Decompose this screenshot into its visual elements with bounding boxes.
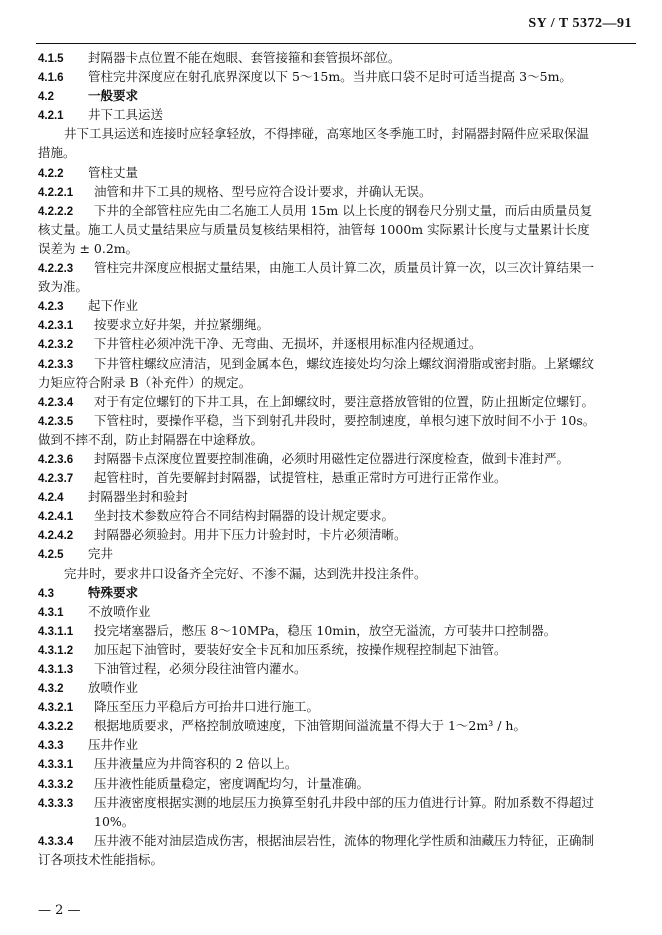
text-line [38,375,636,394]
clause-text: 完井 [88,546,114,562]
text-line [38,604,636,623]
clause-number: 4.3.1.2 [38,644,74,657]
clause-text: 封隔器坐封和验封 [88,489,189,505]
clause-text: 不放喷作业 [88,603,151,619]
text-line [38,814,636,833]
clause-text: 致为准。 [38,279,89,295]
text-line [38,107,636,126]
clause-number: 4.2.4.2 [38,530,74,543]
text-line [38,737,636,756]
clause-number: 4.2.3.7 [38,473,74,486]
clause-text: 放喷作业 [88,680,139,696]
clause-number: 4.3.3.2 [38,778,74,791]
text-line [38,566,636,585]
clause-number: 4.3.3.1 [38,759,74,772]
text-line [38,776,636,795]
clause-number: 4.2.2.3 [38,263,74,276]
clause-text: 压井液密度根据实测的地层压力换算至射孔井段中部的压力值进行计算。附加系数不得超过 [94,794,595,810]
clause-text: 下井管柱螺纹应清洁，见到金属本色，螺纹连接处均匀涂上螺纹润滑脂或密封脂。上紧螺纹 [94,355,595,371]
text-line [38,317,636,336]
clause-number: 4.2.3 [38,301,64,314]
clause-text: 起管柱时，首先要解封封隔器，试提管柱，悬重正常时方可进行正常作业。 [94,470,507,486]
clause-text: 压井液量应为井筒容积的 2 倍以上。 [94,756,298,772]
text-line [38,489,636,508]
clause-text: 对于有定位螺钉的下井工具，在上卸螺纹时，要注意搭放管钳的位置，防止扭断定位螺钉。 [94,393,595,409]
clause-number: 4.3.1.3 [38,664,74,676]
clause-number: 4.3.3.4 [38,835,74,848]
clause-number: 4.3.2 [38,683,64,696]
clause-text: 误差为 ± 0.2m。 [38,240,139,256]
clause-number: 4.2 [38,91,54,104]
text-line [38,546,636,565]
clause-number: 4.3.1 [38,606,64,619]
clause-text: 加压起下油管时，要装好安全卡瓦和加压系统，按操作规程控制起下油管。 [94,641,507,657]
text-line [38,336,636,355]
text-line [38,451,636,470]
header-rule [36,43,636,44]
clause-text: 订各项技术性能指标。 [38,851,164,867]
clause-text: 10%。 [94,813,135,829]
text-line [38,527,636,546]
clause-text: 管柱丈量 [88,164,139,180]
text-line [38,241,636,260]
clause-number: 4.2.5 [38,549,64,562]
text-line [38,413,636,432]
text-line [38,126,636,145]
clause-number: 4.2.3.6 [38,453,74,466]
text-line [38,203,636,222]
text-line [38,165,636,184]
text-line [38,508,636,527]
clause-text: 下油管过程，必须分段往油管内灌水。 [94,661,307,676]
clause-number: 4.2.4 [38,492,64,505]
text-line [38,623,636,642]
clause-text: 措施。 [38,145,76,161]
text-line [38,69,636,88]
page-number: — 2 — [38,903,81,918]
text-line [38,432,636,451]
clause-number: 4.2.4.1 [38,511,74,524]
clause-text: 封隔器必须验封。用井下压力计验封时，卡片必须清晰。 [94,527,407,543]
text-line [38,642,636,661]
clause-text: 下管柱时，要操作平稳，当下到射孔井段时，要控制速度，单根匀速下放时间不小于 10s。 [94,412,596,428]
clause-text: 特殊要求 [88,584,139,600]
clause-text: 做到不摔不刮，防止封隔器在中途释放。 [38,431,264,447]
clause-number: 4.3.3.3 [38,797,74,810]
clause-text: 完井时，要求井口设备齐全完好、不渗不漏，达到洗井投注条件。 [64,565,427,581]
clause-number: 4.3.2.2 [38,721,74,734]
clause-text: 管柱完井深度应根据丈量结果，由施工人员计算二次，质量员计算一次，以三次计算结果一 [94,260,595,276]
clause-number: 4.2.1 [38,110,64,123]
clause-number: 4.3.1.1 [38,625,74,638]
document-body [38,50,636,871]
clause-text: 核丈量。施工人员丈量结果应与质量员复核结果相符，油管每 1000m 实际累计长度与丈量累计长度 [38,221,590,237]
clause-text: 井下工具运送 [88,107,164,123]
clause-text: 降压至压力平稳后方可抬井口进行施工。 [94,699,320,715]
standard-code: SY / T 5372—91 [528,16,632,31]
text-line [38,833,636,852]
clause-text: 压井液性能质量稳定，密度调配均匀，计量准确。 [94,775,370,791]
clause-number: 4.2.2.1 [38,186,74,199]
text-line [38,88,636,107]
clause-text: 坐封技术参数应符合不同结构封隔器的设计规定要求。 [94,508,395,524]
clause-number: 4.1.6 [38,72,64,85]
clause-text: 投完堵塞器后，憋压 8～10MPa，稳压 10min，放空无溢流，方可装井口控制器。 [94,622,557,638]
clause-text: 根据地质要求，严格控制放喷速度，下油管期间溢流量不得大于 1～2m³ / h。 [94,718,526,734]
clause-text: 力矩应符合附录 B（补充件）的规定。 [38,374,252,390]
text-line [38,852,636,871]
clause-text: 一般要求 [88,88,139,104]
text-line [38,718,636,737]
text-line [38,661,636,680]
clause-text: 下井的全部管柱应先由二名施工人员用 15m 以上长度的钢卷尺分别丈量，而后由质量员复 [94,202,593,218]
clause-number: 4.2.3.1 [38,320,74,333]
clause-text: 管柱完井深度应在射孔底界深度以下 5～15m。当井底口袋不足时可适当提高 3～5m。 [88,69,572,85]
clause-text: 下井管柱必须冲洗干净、无弯曲、无损坏，并逐根用标准内径规通过。 [94,336,482,352]
clause-number: 4.3.2.1 [38,702,74,715]
text-line [38,279,636,298]
text-line [38,394,636,413]
clause-number: 4.2.3.2 [38,339,74,352]
clause-number: 4.1.5 [38,53,64,65]
clause-text: 封隔器卡点深度位置要控制准确，必须时用磁性定位器进行深度检查，做到卡准封严。 [94,450,570,466]
clause-number: 4.2.3.5 [38,415,74,428]
text-line [38,795,636,814]
text-line [38,184,636,203]
clause-number: 4.3.3 [38,740,64,753]
text-line [38,356,636,375]
text-line [38,222,636,241]
clause-number: 4.2.3.3 [38,358,74,371]
clause-text: 压井作业 [88,737,139,753]
clause-text: 封隔器卡点位置不能在炮眼、套管接箍和套管损坏部位。 [88,50,401,65]
clause-text: 油管和井下工具的规格、型号应符合设计要求，并确认无误。 [94,183,432,199]
text-line [38,50,636,69]
clause-text: 压井液不能对油层造成伤害，根据油层岩性，流体的物理化学性质和油藏压力特征，正确制 [94,832,595,848]
text-line [38,298,636,317]
clause-text: 起下作业 [88,298,139,314]
text-line [38,756,636,775]
clause-text: 井下工具运送和连接时应轻拿轻放，不得摔碰，高寒地区冬季施工时，封隔器封隔件应采取保温 [64,126,590,142]
clause-number: 4.3 [38,587,54,600]
clause-number: 4.2.2 [38,167,64,180]
text-line [38,145,636,164]
text-line [38,260,636,279]
text-line [38,699,636,718]
text-line [38,470,636,489]
clause-text: 按要求立好井架，并拉紧绷绳。 [94,317,270,333]
clause-number: 4.2.3.4 [38,396,74,409]
text-line [38,585,636,604]
clause-number: 4.2.2.2 [38,205,74,218]
text-line [38,680,636,699]
